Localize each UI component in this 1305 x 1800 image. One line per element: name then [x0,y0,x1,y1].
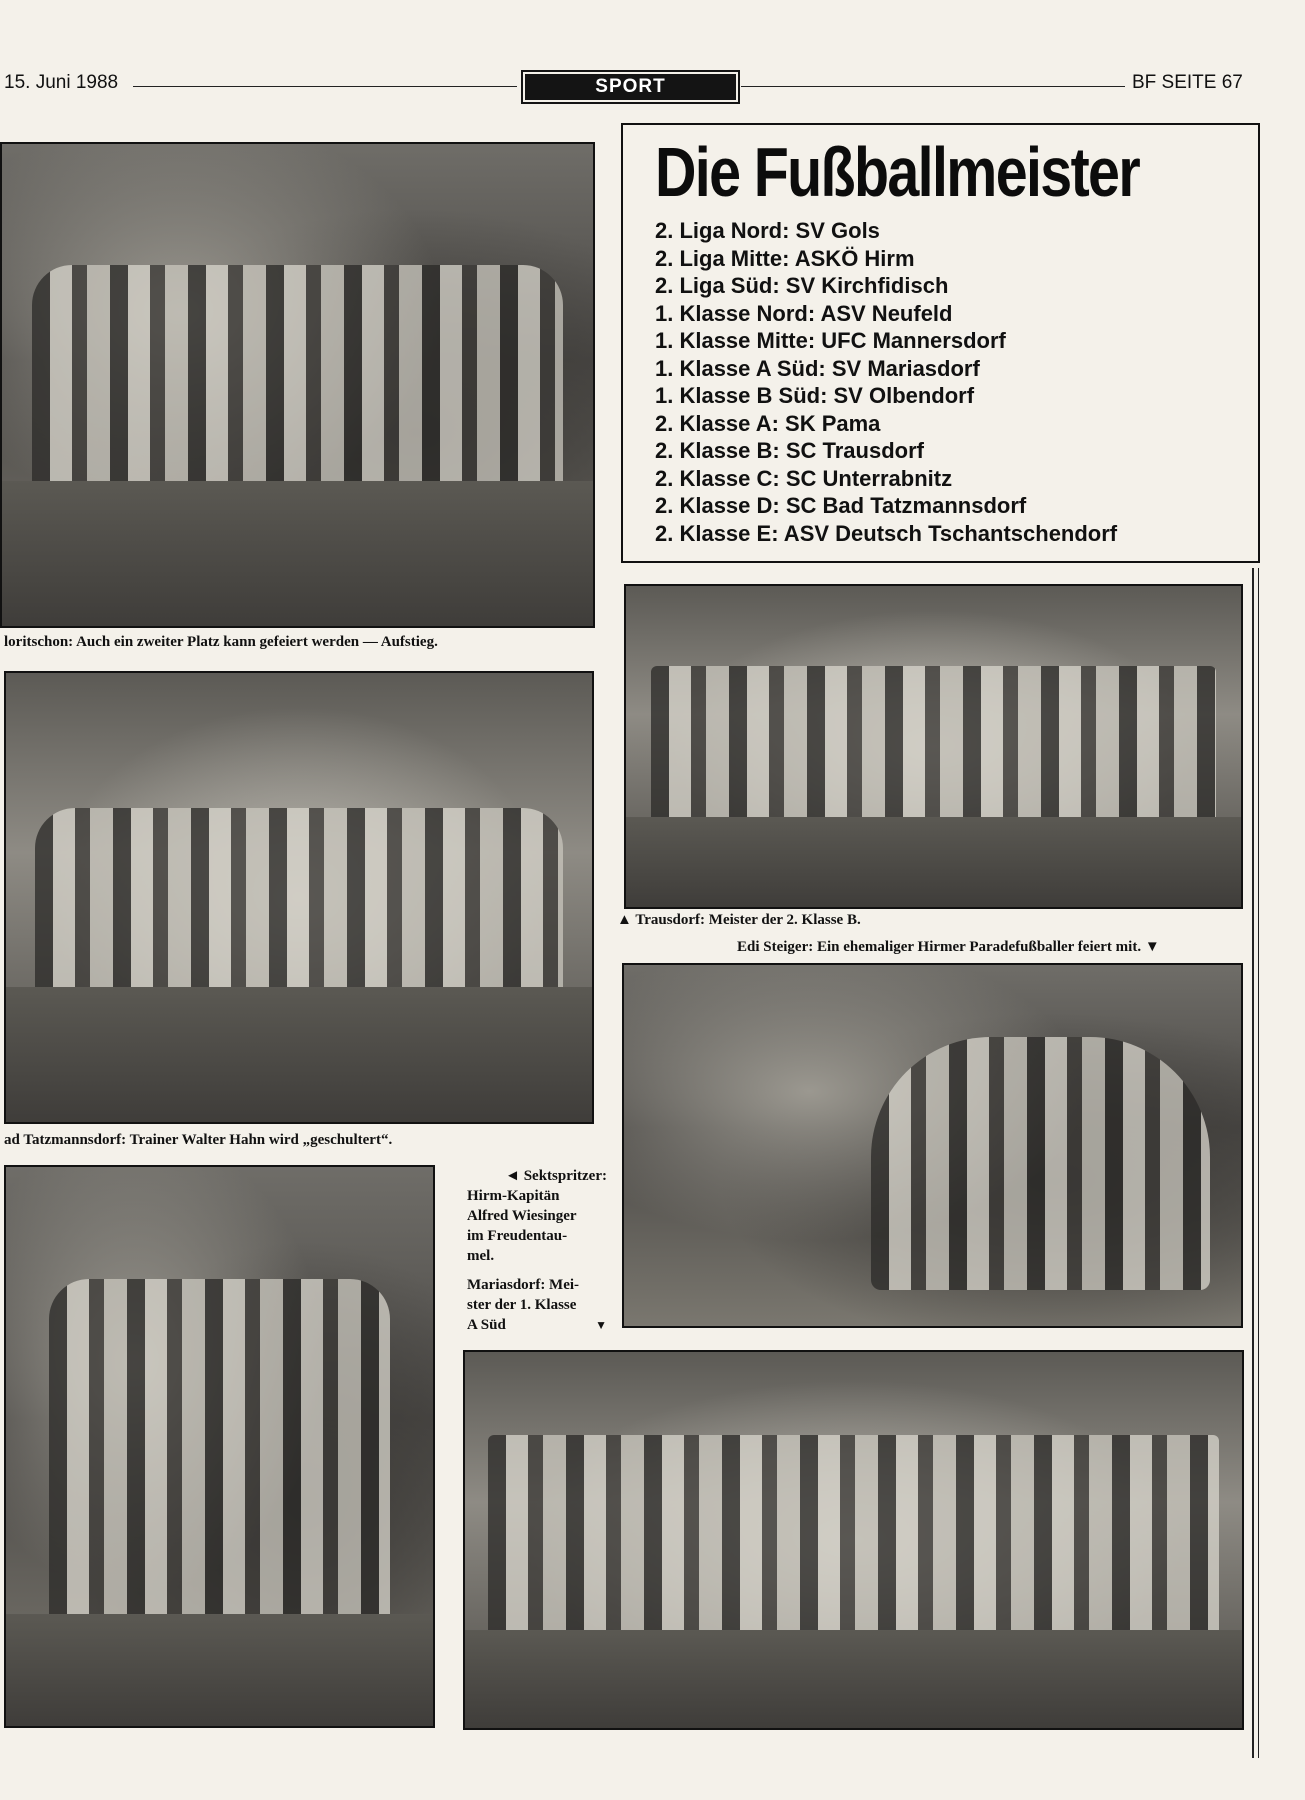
caption-steiger: Edi Steiger: Ein ehemaliger Hirmer Paradefußballer feiert mit. ▼ [737,939,1160,955]
list-item: 2. Klasse A: SK Pama [655,410,881,436]
caption-sektspritzer: ◄ Sektspritzer: Hirm-Kapitän Alfred Wiesinger im Freudentau- mel. [467,1168,607,1264]
issue-date: 15. Juni 1988 [4,72,119,93]
caption-tatzmannsdorf: ad Tatzmannsdorf: Trainer Walter Hahn wird „geschultert“. [4,1132,393,1148]
arrow-down-icon: ▼ [595,1318,607,1332]
list-item: 1. Klasse Mitte: UFC Mannersdorf [655,328,1006,353]
caption-trausdorf: ▲ Trausdorf: Meister der 2. Klasse B. [617,912,861,928]
caption-mariasdorf: Mariasdorf: Mei- ster der 1. Klasse A Süd ▼ [467,1277,607,1333]
photo-trausdorf-team [624,584,1243,909]
photo-celebration-crowd [0,142,595,628]
photo-mariasdorf-team [463,1350,1244,1730]
header-rule-right [741,86,1125,87]
list-item: 2. Klasse C: SC Unterrabnitz [655,465,953,491]
list-item: 2. Klasse B: SC Trausdorf [655,438,924,463]
photo-coach-carried [4,671,594,1124]
list-item: 1. Klasse A Süd: SV Mariasdorf [655,355,980,381]
list-item: 1. Klasse Nord: ASV Neufeld [655,300,953,326]
page-number: BF SEITE 67 [1132,72,1243,93]
section-label: SPORT [521,70,740,104]
header-rule-left [133,86,517,87]
list-item: 2. Liga Nord: SV Gols [655,218,880,243]
list-item: 2. Klasse E: ASV Deutsch Tschantschendorf [655,520,1118,546]
column-rule [1252,568,1254,1758]
champions-title: Die Fußballmeister [655,133,1140,211]
photo-edi-steiger [622,963,1243,1328]
champions-list [655,217,1117,547]
list-item: 2. Liga Mitte: ASKÖ Hirm [655,245,915,271]
caption-photo-crowd: loritschon: Auch ein zweiter Platz kann gefeiert werden — Aufstieg. [4,634,438,650]
photo-champagne-spray [4,1165,435,1728]
list-item: 2. Klasse D: SC Bad Tatzmannsdorf [655,493,1027,518]
column-rule [1258,568,1259,1758]
list-item: 2. Liga Süd: SV Kirchfidisch [655,273,949,298]
list-item: 1. Klasse B Süd: SV Olbendorf [655,383,975,408]
